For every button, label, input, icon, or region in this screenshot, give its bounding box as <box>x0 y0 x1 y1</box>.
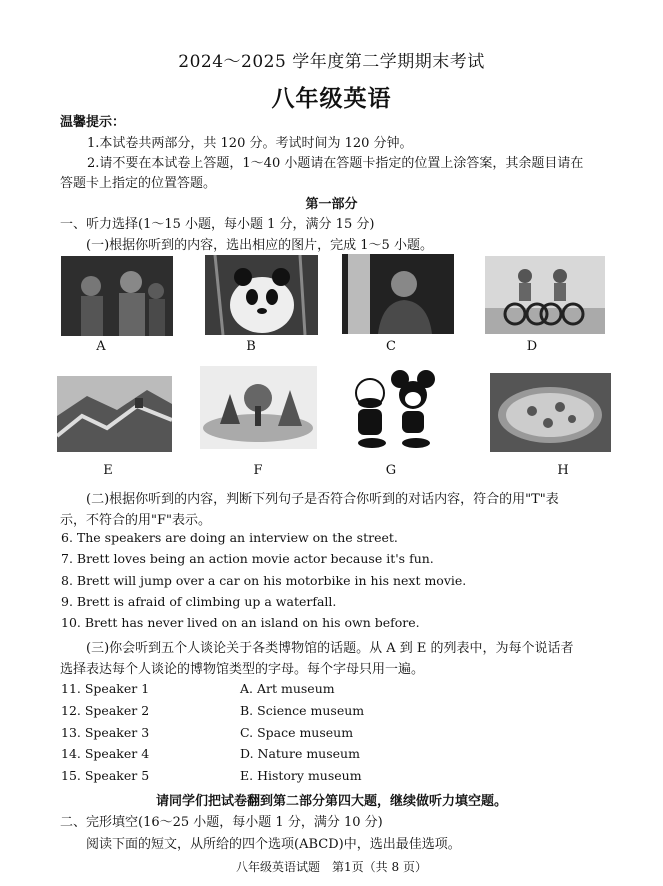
speaker-1: 11. Speaker 1 <box>61 681 150 696</box>
people-crowd-icon <box>61 256 173 336</box>
pizza-icon <box>490 373 611 452</box>
old-man-portrait-icon <box>342 254 454 334</box>
notice-heading: 温馨提示： <box>60 115 126 130</box>
picture-c-label: C <box>386 339 396 354</box>
turn-page-note: 请同学们把试卷翻到第二部分第四大题，继续做听力填空题。 <box>155 794 507 809</box>
picture-a <box>61 256 173 336</box>
sub1-instruction: (一)根据你听到的内容，选出相应的图片，完成 1～5 小题。 <box>86 238 433 253</box>
section1-title: 一、听力选择(1～15 小题，每小题 1 分，满分 15 分) <box>60 217 375 232</box>
museum-option-c: C. Space museum <box>240 725 354 740</box>
part1-heading: 第一部分 <box>305 197 358 212</box>
notice-item-2-line2: 答题卡上指定的位置答题。 <box>60 176 217 191</box>
exam-title-line2: 八年级英语 <box>271 85 392 112</box>
cartoon-duck-and-mouse-icon <box>342 369 442 451</box>
statement-7: 7. Brett loves being an action movie actor because it's fun. <box>61 551 434 566</box>
exam-title-line1: 2024～2025 学年度第二学期期末考试 <box>178 52 485 72</box>
picture-e-label: E <box>103 463 113 478</box>
museum-option-d: D. Nature museum <box>240 746 360 761</box>
speaker-3: 13. Speaker 3 <box>61 725 150 740</box>
notice-item-2-line1: 2.请不要在本试卷上答题，1～40 小题请在答题卡指定的位置上涂答案，其余题目请在 <box>87 156 584 171</box>
museum-option-b: B. Science museum <box>240 703 365 718</box>
notice-item-1: 1.本试卷共两部分，共 120 分。考试时间为 120 分钟。 <box>87 136 413 151</box>
panda-icon <box>205 255 318 335</box>
section2-title: 二、完形填空(16～25 小题，每小题 1 分，满分 10 分) <box>60 815 383 830</box>
speaker-5: 15. Speaker 5 <box>61 768 150 783</box>
picture-e <box>57 376 172 452</box>
picture-f <box>200 366 317 449</box>
sub3-instruction-line1: (三)你会听到五个人谈论关于各类博物馆的话题。从 A 到 E 的列表中，为每个说话者 <box>86 641 574 656</box>
statement-10: 10. Brett has never lived on an island on his own before. <box>61 615 420 630</box>
picture-b <box>205 255 318 335</box>
sub3-instruction-line2: 选择表达每个人谈论的博物馆类型的字母。每个字母只用一遍。 <box>60 662 425 677</box>
speaker-4: 14. Speaker 4 <box>61 746 150 761</box>
picture-d <box>485 256 605 334</box>
picture-a-label: A <box>96 339 106 354</box>
picture-g-label: G <box>385 463 397 478</box>
speaker-2: 12. Speaker 2 <box>61 703 150 718</box>
great-wall-icon <box>57 376 172 452</box>
statement-8: 8. Brett will jump over a car on his motorbike in his next movie. <box>61 573 467 588</box>
picture-f-label: F <box>253 463 263 478</box>
picture-c <box>342 254 454 334</box>
picture-h-label: H <box>557 463 569 478</box>
sub2-instruction-line2: 示，不符合的用"F"表示。 <box>60 513 211 528</box>
statement-6: 6. The speakers are doing an interview on the street. <box>61 530 398 545</box>
picture-h <box>490 373 611 452</box>
picture-b-label: B <box>246 339 256 354</box>
picture-g <box>342 369 442 451</box>
sub2-instruction-line1: (二)根据你听到的内容，判断下列句子是否符合你听到的对话内容，符合的用"T"表 <box>86 492 559 507</box>
page-footer: 八年级英语试题 第1页（共 8 页） <box>236 860 427 874</box>
section2-instruction: 阅读下面的短文，从所给的四个选项(ABCD)中，选出最佳选项。 <box>86 837 461 852</box>
statement-9: 9. Brett is afraid of climbing up a waterfall. <box>61 594 337 609</box>
park-trees-icon <box>200 366 317 449</box>
museum-option-a: A. Art museum <box>240 681 335 696</box>
picture-d-label: D <box>526 339 538 354</box>
museum-option-e: E. History museum <box>240 768 362 783</box>
kids-riding-bikes-icon <box>485 256 605 334</box>
